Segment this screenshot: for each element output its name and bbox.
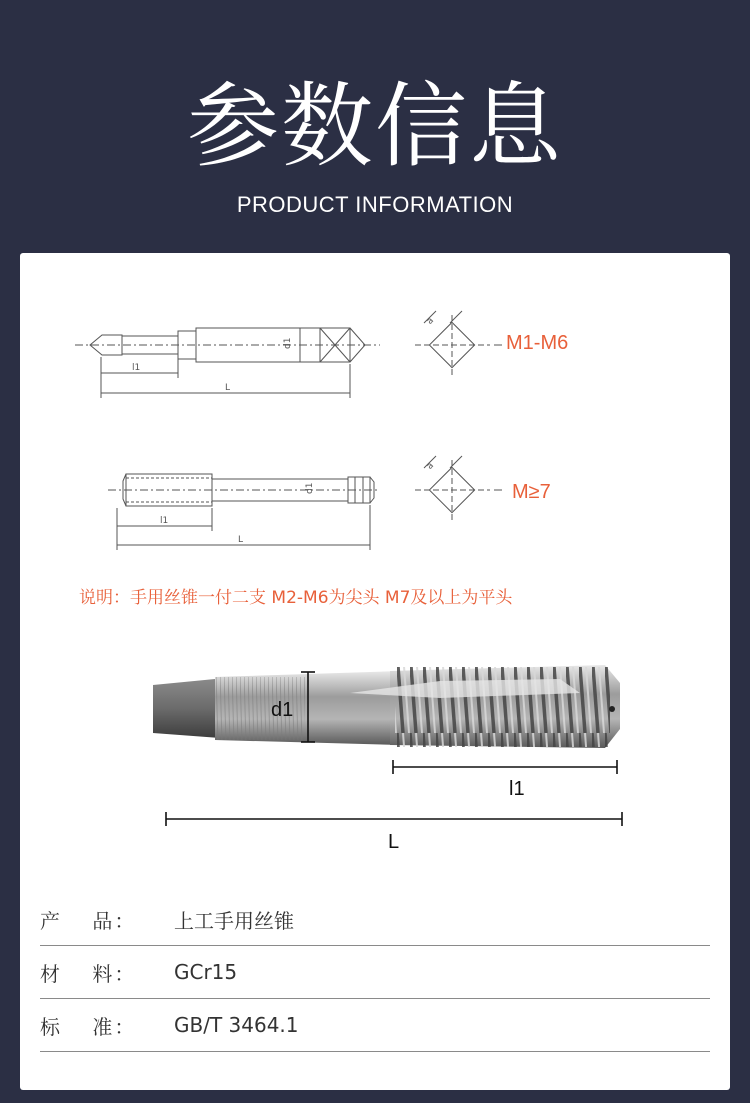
- top-dim-l1: l1: [132, 363, 141, 373]
- photo-dim-L: L: [388, 831, 400, 853]
- spec-value: GB/T 3464.1: [174, 1013, 299, 1037]
- spec-value: 上工手用丝锥: [174, 908, 294, 933]
- note-text: 说明：手用丝锥一付二支 M2-M6为尖头 M7及以上为平头: [79, 588, 513, 608]
- bottom-dim-L: L: [238, 535, 244, 545]
- top-dim-d1: d1: [283, 337, 293, 349]
- bottom-dim-a: a: [425, 460, 437, 472]
- info-card: [20, 253, 730, 1090]
- bottom-dim-l1: l1: [160, 516, 169, 526]
- tap-photo: [20, 253, 730, 873]
- spec-value: GCr15: [174, 960, 238, 984]
- spec-label: 产 品：: [40, 908, 137, 933]
- page-title: 参数信息: [186, 73, 563, 180]
- bottom-dim-d1: d1: [305, 482, 315, 494]
- type-label-m1-m6: M1-M6: [506, 332, 569, 354]
- spec-row-material: [40, 946, 710, 999]
- top-dim-L: L: [225, 383, 231, 393]
- spec-table: [40, 893, 710, 1052]
- spec-label: 标 准：: [40, 1014, 137, 1039]
- spec-row-standard: [40, 999, 710, 1052]
- top-dim-a: a: [425, 315, 437, 327]
- type-label-m7: M≥7: [512, 481, 551, 503]
- spec-row-product: [40, 893, 710, 946]
- photo-dim-d1: d1: [271, 699, 294, 721]
- page-subtitle: PRODUCT INFORMATION: [236, 192, 514, 217]
- photo-dim-l1: l1: [509, 778, 525, 800]
- spec-label: 材 料：: [40, 961, 137, 986]
